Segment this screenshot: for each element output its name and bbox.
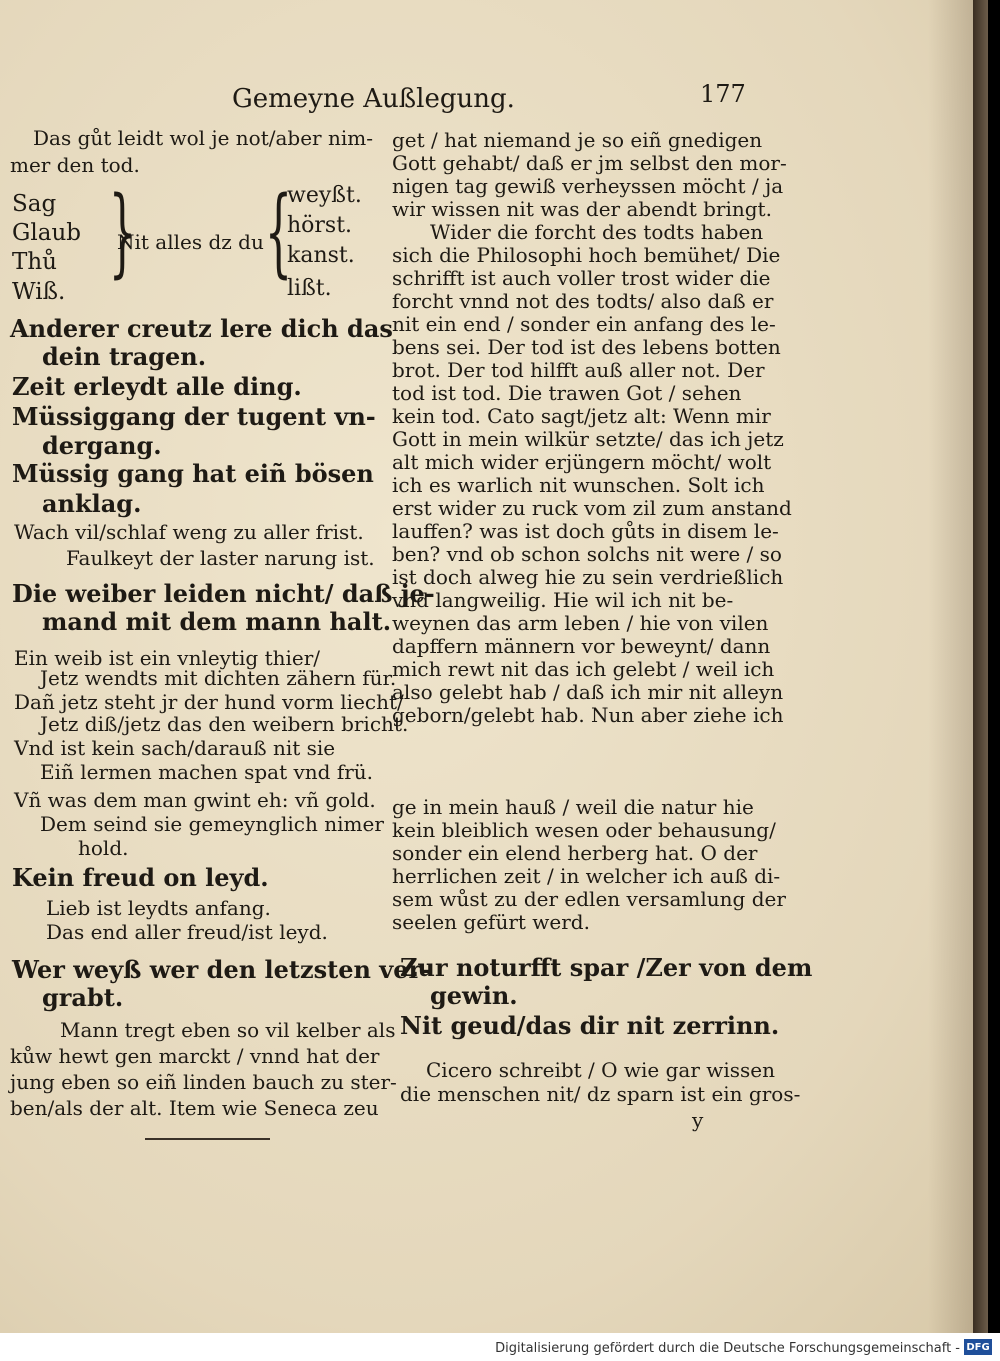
text-line: Das gůt leidt wol je not/aber nim-: [33, 126, 373, 150]
text-line: sich die Philosophi hoch bemühet/ Die: [392, 243, 781, 267]
proverb-heading: Müssig gang hat eiñ bösen: [12, 459, 374, 488]
text-line: wir wissen nit was der abendt bringt.: [392, 197, 772, 221]
text-line: kůw hewt gen marckt / vnnd hat der: [10, 1044, 380, 1068]
text-line: herrlichen zeit / in welcher ich auß di-: [392, 864, 781, 888]
page-number: 177: [700, 80, 746, 108]
text-line: Vñ was dem man gwint eh: vñ gold.: [14, 788, 376, 812]
text-line: geborn/gelebt hab. Nun aber ziehe ich: [392, 703, 784, 727]
dfg-logo: DFG: [964, 1339, 992, 1355]
text-line: tod ist tod. Die trawen Got / sehen: [392, 381, 742, 405]
proverb-heading: Kein freud on leyd.: [12, 863, 269, 892]
text-line: ist doch alweg hie zu sein verdrießlich: [392, 565, 784, 589]
text-line: nigen tag gewiß verheyssen möcht / ja: [392, 174, 784, 198]
right-brace: {: [264, 176, 293, 288]
text-line: mich rewt nit das ich gelebt / weil ich: [392, 657, 775, 681]
text-line: Gott in mein wilkür setzte/ das ich jetz: [392, 427, 784, 451]
text-line: erst wider zu ruck vom zil zum anstand: [392, 496, 792, 520]
text-line: vnd langweilig. Hie wil ich nit be-: [392, 588, 734, 612]
text-line: sonder ein elend herberg hat. O der: [392, 841, 758, 865]
text-line: ge in mein hauß / weil die natur hie: [392, 795, 754, 819]
text-line: Jetz wendts mit dichten zähern für.: [40, 666, 397, 690]
text-line: Mann tregt eben so vil kelber als: [60, 1018, 396, 1042]
proverb-heading: Nit geud/das dir nit zerrinn.: [400, 1011, 780, 1040]
scheme-left-word: Thů: [12, 249, 57, 275]
text-line: kein tod. Cato sagt/jetz alt: Wenn mir: [392, 404, 771, 428]
proverb-heading: Anderer creutz lere dich das: [10, 314, 393, 343]
text-line: bens sei. Der tod ist des lebens botten: [392, 335, 781, 359]
text-line: weynen das arm leben / hie von vilen: [392, 611, 769, 635]
text-line: kein bleiblich wesen oder behausung/: [392, 818, 776, 842]
funding-notice: Digitalisierung gefördert durch die Deutsche Forschungsgemeinschaft -: [495, 1341, 960, 1356]
text-line: forcht vnnd not des todts/ also daß er: [392, 289, 774, 313]
text-line: Cicero schreibt / O wie gar wissen: [426, 1058, 775, 1082]
text-line: ben/als der alt. Item wie Seneca zeu: [10, 1096, 379, 1120]
proverb-heading: mand mit dem mann halt.: [42, 607, 392, 636]
text-line: sem wůst zu der edlen versamlung der: [392, 887, 786, 911]
text-line: Wider die forcht des todts haben: [430, 220, 764, 244]
text-line: brot. Der tod hilfft auß aller not. Der: [392, 358, 765, 382]
proverb-heading: Zur noturfft spar /Zer von dem: [400, 953, 813, 982]
text-line: dapffern männern vor beweynt/ dann: [392, 634, 771, 658]
text-line: Gott gehabt/ daß er jm selbst den mor-: [392, 151, 787, 175]
text-line: get / hat niemand je so eiñ gnedigen: [392, 128, 763, 152]
left-brace: }: [108, 176, 137, 288]
proverb-heading: dein tragen.: [42, 342, 207, 371]
proverb-heading: dergang.: [42, 431, 162, 460]
scheme-left-word: Sag: [12, 191, 57, 217]
text-line: Eiñ lermen machen spat vnd frü.: [40, 760, 374, 784]
proverb-heading: Müssiggang der tugent vn-: [12, 402, 376, 431]
text-line: Wach vil/schlaf weng zu aller frist.: [14, 520, 364, 544]
text-line: Dem seind sie gemeynglich nimer: [40, 812, 384, 836]
proverb-heading: Zeit erleydt alle ding.: [12, 372, 302, 401]
text-line: mer den tod.: [10, 153, 140, 177]
scheme-left-word: Wiß.: [12, 279, 66, 305]
text-line: Ein weib ist ein vnleytig thier/: [14, 646, 321, 670]
text-line: hold.: [78, 836, 129, 860]
text-line: also gelebt hab / daß ich mir nit alleyn: [392, 680, 784, 704]
text-line: ich es warlich nit wunschen. Solt ich: [392, 473, 765, 497]
text-line: Das end aller freud/ist leyd.: [46, 920, 328, 944]
text-line: Jetz diß/jetz das den weibern bricht.: [40, 712, 409, 736]
text-line: lauffen? was ist doch gůts in disem le-: [392, 519, 779, 543]
proverb-heading: Wer weyß wer den letzsten ver-: [12, 955, 432, 984]
proverb-heading: gewin.: [430, 981, 518, 1010]
scheme-right-word: lißt.: [287, 276, 332, 301]
proverb-heading: Die weiber leiden nicht/ daß je-: [12, 579, 435, 608]
text-line: Faulkeyt der laster narung ist.: [66, 546, 375, 570]
text-line: Dañ jetz steht jr der hund vorm liecht/: [14, 690, 404, 714]
text-line: schrifft ist auch voller trost wider die: [392, 266, 771, 290]
proverb-heading: anklag.: [42, 489, 142, 518]
catchword: y: [692, 1108, 704, 1132]
text-line: nit ein end / sonder ein anfang des le-: [392, 312, 776, 336]
running-header: Gemeyne Außlegung.: [232, 84, 515, 114]
end-rule: [145, 1138, 270, 1140]
text-line: ben? vnd ob schon solchs nit were / so: [392, 542, 782, 566]
scheme-right-word: weyßt.: [287, 183, 362, 208]
scheme-right-word: kanst.: [287, 243, 355, 268]
proverb-heading: grabt.: [42, 983, 124, 1012]
text-line: Vnd ist kein sach/darauß nit sie: [14, 736, 336, 760]
scheme-middle: Nit alles dz du: [117, 230, 264, 254]
scheme-left-word: Glaub: [12, 220, 81, 246]
page-edge: [973, 0, 988, 1333]
scheme-right-word: hörst.: [287, 213, 353, 238]
text-line: alt mich wider erjüngern möcht/ wolt: [392, 450, 772, 474]
text-line: Lieb ist leydts anfang.: [46, 896, 271, 920]
text-line: die menschen nit/ dz sparn ist ein gros-: [400, 1082, 801, 1106]
text-line: jung eben so eiñ linden bauch zu ster-: [10, 1070, 397, 1094]
text-line: seelen gefürt werd.: [392, 910, 590, 934]
